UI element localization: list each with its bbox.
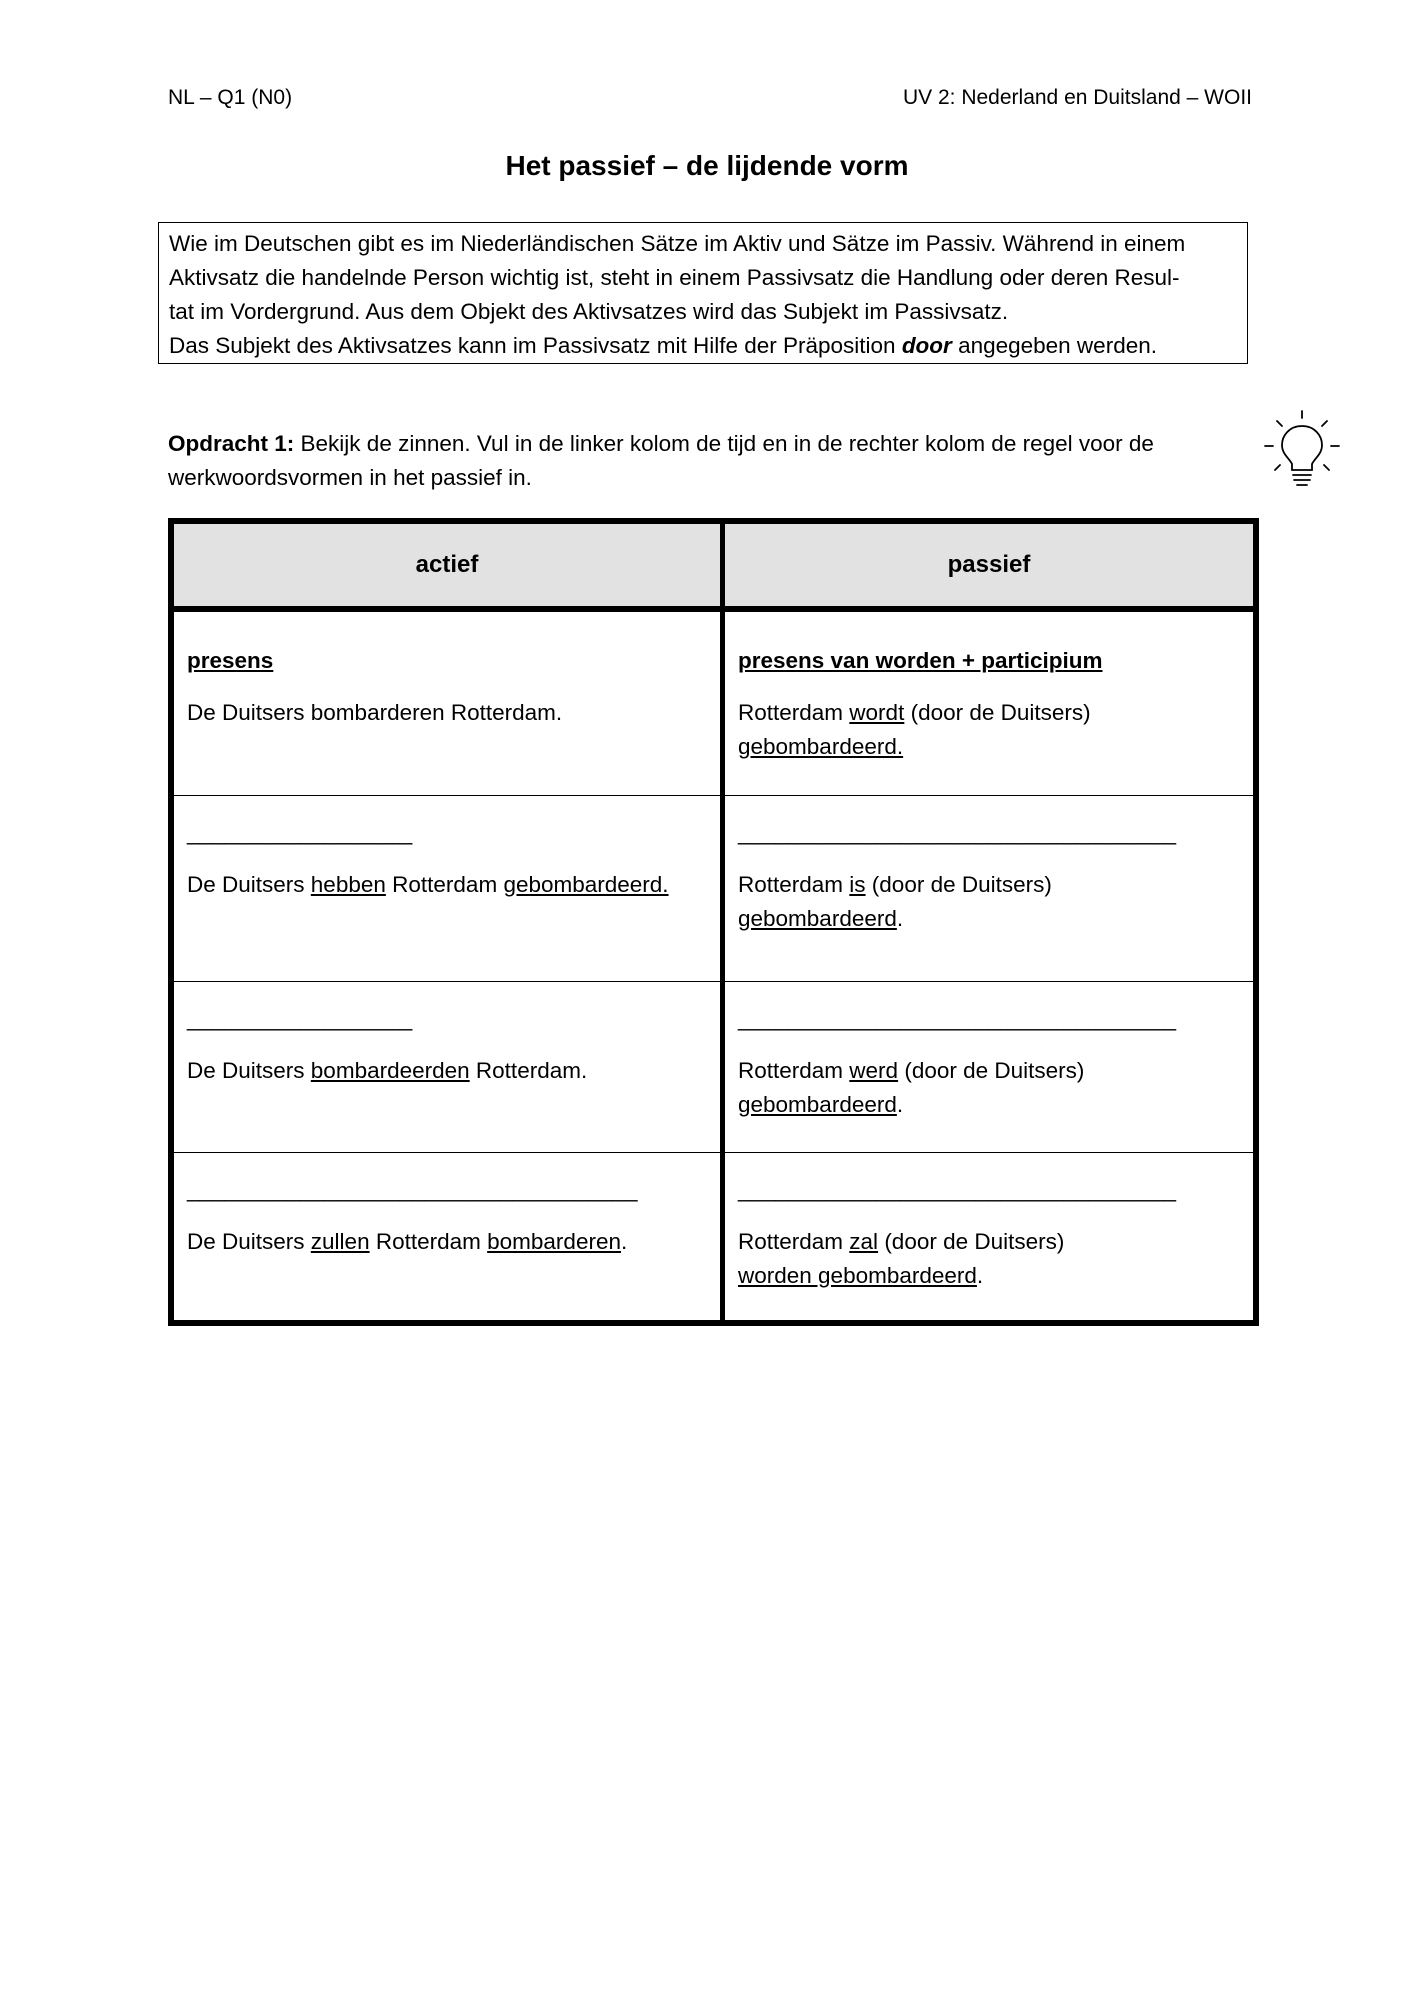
sentence-part: De Duitsers xyxy=(187,1057,311,1083)
passive-sentence xyxy=(738,1225,1240,1293)
active-sentence: De Duitsers bombarderen Rotterdam. xyxy=(187,700,563,725)
task-instruction xyxy=(168,427,1248,495)
sentence-part: . xyxy=(896,905,904,931)
lightbulb-icon xyxy=(1262,408,1342,494)
column-header-actief: actief xyxy=(171,521,723,609)
sentence-part: Rotterdam xyxy=(738,1228,850,1254)
sentence-part: Rotterdam xyxy=(385,871,504,897)
answer-blank[interactable]: ___________________________________ xyxy=(738,1176,1176,1202)
sentence-part: (door de Duitsers) xyxy=(898,1057,1085,1083)
participle-underlined: worden gebombardeerd xyxy=(738,1262,977,1288)
tense-label: presens xyxy=(187,648,274,673)
sentence-part: Rotterdam xyxy=(738,871,850,897)
infinitive-underlined: bombarderen xyxy=(487,1228,621,1254)
answer-blank[interactable]: __________________ xyxy=(187,819,413,845)
verb-underlined: werd xyxy=(849,1057,899,1083)
sentence-part: (door de Duitsers) xyxy=(878,1228,1065,1254)
column-header-passief: passief xyxy=(723,521,1257,609)
sentence-part: . xyxy=(896,1091,904,1117)
table-row xyxy=(171,795,1256,981)
active-sentence xyxy=(187,1054,707,1088)
participle-underlined: gebombardeerd. xyxy=(503,871,669,897)
participle-underlined: gebombardeerd. xyxy=(738,734,904,759)
sentence-part: Rotterdam xyxy=(738,700,850,725)
verb-underlined: zullen xyxy=(310,1228,370,1254)
cell-actief xyxy=(171,1152,723,1323)
cell-actief xyxy=(171,795,723,981)
cell-actief xyxy=(171,609,723,795)
passive-sentence xyxy=(738,696,1240,764)
intro-text: angegeben werden. xyxy=(951,333,1157,358)
intro-line: Aktivsatz die handelnde Person wichtig ist, steht in einem Passivsatz die Handlung oder deren Resul- xyxy=(169,265,1180,290)
answer-blank[interactable]: __________________ xyxy=(187,1005,413,1031)
intro-box xyxy=(158,222,1248,364)
task-label: Opdracht 1: xyxy=(168,431,295,456)
sentence-part: Rotterdam. xyxy=(469,1057,588,1083)
sentence-part: . xyxy=(620,1228,628,1254)
passive-sentence xyxy=(738,1054,1240,1122)
verb-underlined: zal xyxy=(849,1228,879,1254)
intro-line: Wie im Deutschen gibt es im Niederländischen Sätze im Aktiv und Sätze im Passiv. Während in einem xyxy=(169,231,1186,256)
sentence-part: Rotterdam xyxy=(369,1228,488,1254)
rule-label: presens van worden + participium xyxy=(738,648,1103,673)
task-text: Bekijk de zinnen. Vul in de linker kolom de tijd en in de rechter kolom de regel voor de werkwoordsvormen in het passief in. xyxy=(168,431,1154,490)
verb-underlined: wordt xyxy=(849,700,905,725)
verb-underlined: bombardeerden xyxy=(310,1057,470,1083)
cell-passief xyxy=(723,795,1257,981)
sentence-part: . xyxy=(976,1262,984,1288)
answer-blank[interactable]: ___________________________________ xyxy=(738,1005,1176,1031)
door-emphasis: door xyxy=(901,333,952,358)
page-title: Het passief – de lijdende vorm xyxy=(505,150,909,181)
sentence-part: (door de Duitsers) xyxy=(865,871,1052,897)
header-left: NL – Q1 (N0) xyxy=(168,86,293,109)
sentence-part: Rotterdam xyxy=(738,1057,850,1083)
table-row xyxy=(171,609,1256,795)
cell-passief xyxy=(723,609,1257,795)
sentence-part: (door de Duitsers) xyxy=(904,700,1091,725)
sentence-part: De Duitsers xyxy=(187,1228,311,1254)
active-passive-table xyxy=(168,518,1259,1326)
intro-line: tat im Vordergrund. Aus dem Objekt des Aktivsatzes wird das Subjekt im Passivsatz. xyxy=(169,299,1009,324)
table-row xyxy=(171,981,1256,1152)
answer-blank[interactable]: ___________________________________ xyxy=(738,819,1176,845)
verb-underlined: hebben xyxy=(310,871,386,897)
passive-sentence xyxy=(738,868,1240,936)
answer-blank[interactable]: ____________________________________ xyxy=(187,1176,638,1202)
intro-line xyxy=(169,329,1237,363)
active-sentence xyxy=(187,1225,707,1259)
cell-actief xyxy=(171,981,723,1152)
active-sentence xyxy=(187,868,707,902)
participle-underlined: gebombardeerd xyxy=(738,905,897,931)
table-row xyxy=(171,1152,1256,1323)
intro-text: Das Subjekt des Aktivsatzes kann im Passivsatz mit Hilfe der Präposition xyxy=(169,333,902,358)
cell-passief xyxy=(723,1152,1257,1323)
participle-underlined: gebombardeerd xyxy=(738,1091,897,1117)
cell-passief xyxy=(723,981,1257,1152)
verb-underlined: is xyxy=(849,871,866,897)
header-right: UV 2: Nederland en Duitsland – WOII xyxy=(902,86,1252,109)
sentence-part: De Duitsers xyxy=(187,871,311,897)
